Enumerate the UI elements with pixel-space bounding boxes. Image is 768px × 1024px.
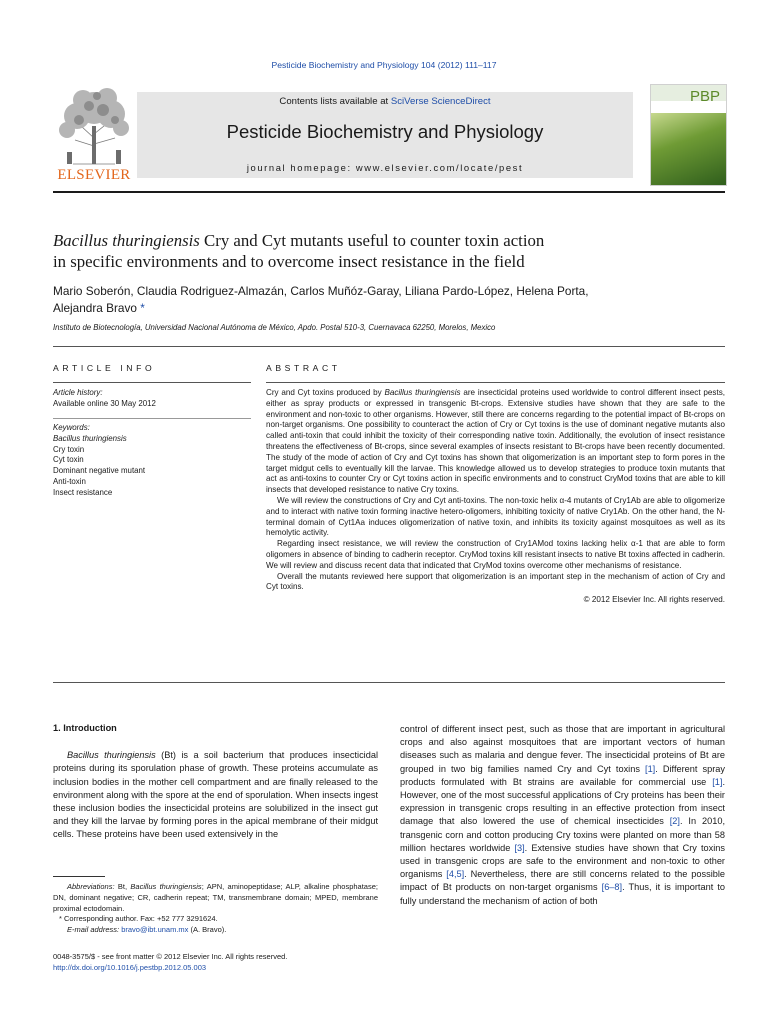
footnotes [53,882,378,936]
abstract-end-rule [53,682,725,683]
keywords-block [53,423,251,499]
abstract-paragraph: We will review the constructions of Cry and Cyt anti-toxins. The non-toxic helix α-4 mutants of Cry1Ab are able to oligomerize and to interact with native toxin forming inactive hetero-oligomers, inhibiting toxicity of native Cry1Ab. On the other hand, the N-terminal domain of Cyt1Aa induces oligomerization of native toxin, and inhibits its toxicity against mosquitoes as well as its hemolytic activity. [266,495,725,538]
journal-citation[interactable]: Pesticide Biochemistry and Physiology 104 (2012) 111–117 [271,60,497,70]
keyword-item: Dominant negative mutant [53,466,146,476]
doi-link[interactable]: http://dx.doi.org/10.1016/j.pestbp.2012.05.003 [53,963,207,972]
front-matter-meta [53,951,378,973]
article-info-heading: ARTICLE INFO [53,363,156,373]
author-list [53,283,725,317]
authors-line2: Alejandra Bravo [53,301,141,315]
citation-ref[interactable]: [2] [669,816,680,827]
email-footnote: E-mail address: bravo@ibt.unam.mx (A. Bravo). [67,925,227,935]
keyword-item: Anti-toxin [53,476,86,486]
body-column-right [400,723,725,908]
masthead-rule [53,191,725,193]
abstract-rule [266,382,725,383]
article-info-rule [53,382,251,383]
title-species: Bacillus thuringiensis [53,231,200,250]
affiliation: Instituto de Biotecnología, Universidad Nacional Autónoma de México, Apdo. Postal 510-3, Cuernavaca 62250, Morelos, Mexico [53,323,496,332]
journal-banner [137,92,633,178]
abbreviations-footnote: Abbreviations: Bt, Bacillus thuringiensis; APN, aminopeptidase; ALP, alkaline phosphatase; DN, dominant negative; CR, cadherin repeat; TM, transmembrane domain; MPED, membrane proximal ectodomain. [53,882,378,913]
keywords-label: Keywords: [53,423,90,432]
keyword-item: Cyt toxin [53,455,84,465]
footnote-rule [53,876,105,877]
body-paragraph: control of different insect pest, such as those that are important in agricultural crops and also against mosquitoes that are important vectors of human diseases such as malaria and dengue fever. The insecticidal proteins of Bt are grouped in two big families named Cry and Cyt toxins [1]. Different spray products formulated with Bt strains are available for commercial use [1]. However, one of the most successful applications of Cry proteins has been their expression in transgenic crops resulting in an effective protection from insect damage that also lowered the use of chemical insecticides [2]. In 2010, transgenic corn and cotton producing Cry toxins were planted on more than 58 million hectares worldwide [3]. Extensive studies have shown that Cry toxins used in transgenic crops are safe to the environment and non-toxic to other organisms [4,5]. Nevertheless, there are still concerns related to the possible impact of Bt products on non-target organisms [6–8]. Thus, it is important to fully understand the mechanism of action of both [400,724,725,906]
abstract-paragraph: Cry and Cyt toxins produced by Bacillus thuringiensis are insecticidal proteins used worldwide to control different insect pests, either as spray products or expressed in transgenic Bt-crops. Extensive studies have shown that they are safe to the environment and non-toxic to other organisms. However, still there are concerns regarding to the potential impact of Bt-crops on non-target organisms. One possibility to counteract the action of Cry or Cyt toxins is the use of dominant negative mutants also called anti-toxin that could inhibit the toxicity of their corresponding native toxin. Additionally, the evolution of insect resistance threatens the effectiveness of Bt-crops, since several examples of insects resistant to Bt-crops have been recently documented. The study of the mode of action of Cry and Cyt toxins has shown that oligomerization is an important step to form pores in the target midgut cells to eventually kill the larvae. This knowledge allowed us to develop strategies to produce toxin mutants that act as anti-toxins to counter Cry or Cyt toxins action in specific environments and to construct CryMod toxins that are able to kill insects that developed resistance to native Cry toxins. [266,388,725,495]
email-link[interactable]: bravo@ibt.unam.mx [121,925,189,935]
citation-ref[interactable]: [4,5] [446,869,465,880]
history-label: Article history: [53,388,103,397]
corresponding-footnote: * Corresponding author. Fax: +52 777 3291624. [59,914,218,924]
contents-prefix: Contents lists available at [279,96,391,107]
body-column-left [53,722,378,842]
abstract-heading: ABSTRACT [266,363,341,373]
citation-ref[interactable]: [6–8] [601,882,623,893]
title-line2: in specific environments and to overcome insect resistance in the field [53,252,525,271]
authors-line1: Mario Soberón, Claudia Rodriguez-Almazán, Carlos Muñóz-Garay, Liliana Pardo-López, Helena Porta, [53,284,589,298]
keyword-item: Bacillus thuringiensis [53,433,127,443]
contents-available-line [137,96,633,107]
elsevier-tree-icon [53,86,135,166]
title-line1: Cry and Cyt mutants useful to counter toxin action [199,231,545,250]
abstract-paragraph: Overall the mutants reviewed here support that oligomerization is an important step in the mechanism of action of Cry and Cyt toxins. [266,571,725,592]
abstract-copyright: © 2012 Elsevier Inc. All rights reserved. [583,595,725,605]
history-rule [53,418,251,419]
journal-masthead [53,84,725,184]
issn-line: 0048-3575/$ - see front matter © 2012 Elsevier Inc. All rights reserved. [53,952,288,961]
journal-cover-thumbnail[interactable] [650,84,727,186]
title-rule [53,346,725,347]
article-title [53,230,725,272]
publisher-wordmark: ELSEVIER [57,167,131,183]
abstract-body [266,388,725,606]
article-history [53,388,251,410]
citation-ref[interactable]: [1] [712,776,723,787]
abstract-paragraph: Regarding insect resistance, we will review the construction of Cry1AMod toxins lacking helix α-1 that are able to form oligomers in absence of binding to cadherin receptor. CryMod toxins kill resistant insects to native Bt toxins affected in cadherin. We will review and discuss recent data that indicated that CryMod toxins overcome other mechanisms of resistance. [266,539,725,570]
cover-image [651,113,726,185]
keyword-item: Cry toxin [53,444,85,454]
body-paragraph: Bacillus thuringiensis (Bt) is a soil bacterium that produces insecticidal proteins during its sporulation phase of growth. These proteins accumulate as inclusion bodies in the mother cell compartment and are finally released to the environment along with the spore at the end of sporulation. When insects ingest these inclusion bodies the insecticidal proteins are solubilized in the insect gut and they kill the larvae by forming pores in the apical membrane of their midgut cells. These proteins have been used extensively in the [53,750,378,840]
citation-ref[interactable]: [1] [645,763,656,774]
cover-abbreviation: PBP [689,88,720,105]
elsevier-logo [53,86,135,184]
journal-title: Pesticide Biochemistry and Physiology [226,121,544,142]
history-value: Available online 30 May 2012 [53,398,156,408]
corresponding-author-mark[interactable]: * [140,301,145,315]
sciencedirect-link[interactable]: SciVerse ScienceDirect [390,96,491,107]
keyword-item: Insect resistance [53,487,113,497]
journal-homepage[interactable]: journal homepage: www.elsevier.com/locate/pest [246,162,524,173]
section-heading: 1. Introduction [53,723,117,733]
citation-ref[interactable]: [3] [514,842,525,853]
